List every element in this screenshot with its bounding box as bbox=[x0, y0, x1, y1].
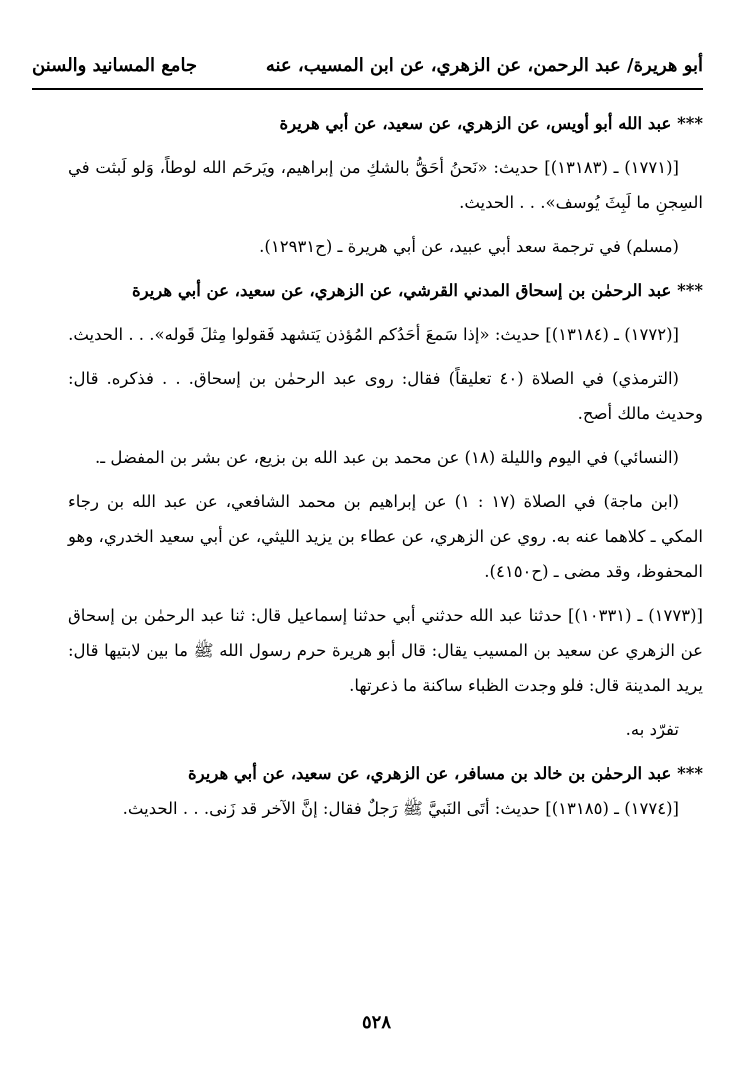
source-note: تفرّد به. bbox=[625, 720, 679, 739]
hadith-entry: [(١٧٧٤) ـ (١٣١٨٥)] حديث: أتَى النَبيَّ ﷺ رَجلٌ فقال: إنَّ الآخر قد زَنى. . . الحديث. bbox=[122, 799, 679, 818]
source-note: (النسائي) في اليوم والليلة (١٨) عن محمد بن عبد الله بن بزيع، عن بشر بن المفضل ـ. bbox=[95, 448, 679, 467]
header-rule bbox=[32, 88, 703, 90]
header-chapter-title: أبو هريرة/ عبد الرحمن، عن الزهري، عن ابن المسيب، عنه bbox=[265, 55, 703, 76]
page-body bbox=[68, 106, 703, 826]
source-note: (الترمذي) في الصلاة (٤٠ تعليقاً) فقال: روى عبد الرحمٰن بن إسحاق. . . فذكره. قال: وحديث مالك أصح. bbox=[68, 369, 703, 423]
header-book-title: جامع المسانيد والسنن bbox=[32, 55, 198, 76]
source-note: (مسلم) في ترجمة سعد أبي عبيد، عن أبي هريرة ـ (ح١٢٩٣١). bbox=[259, 237, 679, 256]
source-note: (ابن ماجة) في الصلاة (١٧ : ١) عن إبراهيم بن محمد الشافعي، عن عبد الله بن رجاء المكي ـ كلاهما عنه به. روي عن الزهري، عن عطاء بن يزيد الليثي، عن أبي سعيد الخدري، وهو المحفوظ، وقد مضى ـ (ح٤١٥٠). bbox=[68, 492, 703, 581]
chain-heading: *** عبد الله أبو أويس، عن الزهري، عن سعيد، عن أبي هريرة bbox=[279, 114, 703, 133]
hadith-entry: [(١٧٧٣) ـ (١٠٣٣١)] حدثنا عبد الله حدثني أبي حدثنا إسماعيل قال: ثنا عبد الرحمٰن بن إسحاق عن الزهري عن سعيد بن المسيب يقال: قال أبو هريرة حرم رسول الله ﷺ ما بين لابتيها قال: يريد المدينة قال: فلو وجدت الظباء ساكنة ما ذعرتها. bbox=[68, 606, 703, 695]
page-number: ٥٢٨ bbox=[361, 1012, 391, 1033]
chain-heading: *** عبد الرحمٰن بن إسحاق المدني القرشي، عن الزهري، عن سعيد، عن أبي هريرة bbox=[131, 281, 703, 300]
running-header bbox=[32, 55, 703, 85]
hadith-entry: [(١٧٧٢) ـ (١٣١٨٤)] حديث: «إذا سَمعَ أحَدُكم المُؤذن يَتشهد فَقولوا مِثلَ قَوله». . . الحديث. bbox=[68, 325, 679, 344]
chain-heading: *** عبد الرحمٰن بن خالد بن مسافر، عن الزهري، عن سعيد، عن أبي هريرة bbox=[188, 764, 703, 783]
hadith-entry: [(١٧٧١) ـ (١٣١٨٣)] حديث: «نَحنُ أحَقُّ بالشكِ من إبراهيم، ويَرحَم الله لوطاً، وَلو لَبثت في السِجنِ ما لَبِثَ يُوسف». . . الحديث. bbox=[68, 158, 703, 212]
